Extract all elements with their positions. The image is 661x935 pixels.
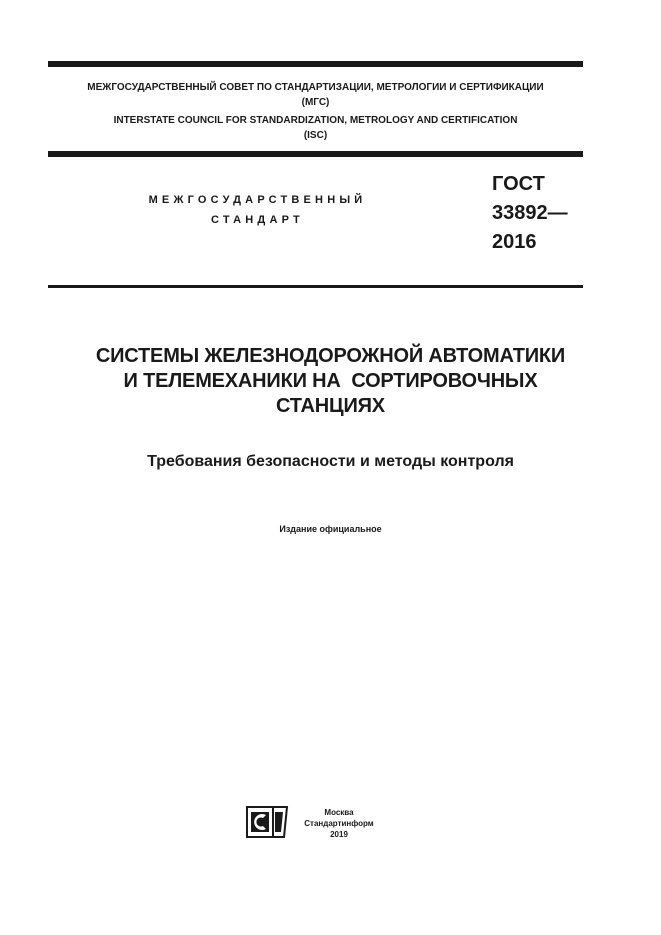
bottom-rule [48, 285, 583, 288]
council-name-en-line: INTERSTATE COUNCIL FOR STANDARDIZATION, METROLOGY AND CERTIFICATION [113, 115, 518, 126]
publisher-info [300, 807, 378, 840]
standard-kind-line2: СТАНДАРТ [211, 214, 304, 226]
standard-kind-line1: МЕЖГОСУДАРСТВЕННЫЙ [148, 194, 367, 206]
document-title-line2: И ТЕЛЕМЕХАНИКИ НА СОРТИРОВОЧНЫХ [123, 370, 538, 392]
council-name-en [48, 113, 583, 143]
gost-number: 33892— [492, 202, 568, 224]
top-rule [48, 61, 583, 67]
edition-label: Издание официальное [279, 524, 382, 534]
publisher-logo-icon [246, 806, 290, 838]
gost-prefix: ГОСТ [492, 173, 545, 195]
standard-kind [120, 190, 395, 230]
document-title-line3: СТАНЦИЯХ [276, 395, 385, 417]
gost-designation [492, 170, 568, 257]
middle-rule [48, 151, 583, 157]
publisher-city: Москва [324, 808, 354, 817]
publisher-year: 2019 [330, 830, 348, 839]
council-abbr-en: (ISC) [303, 130, 328, 141]
gost-year: 2016 [492, 231, 537, 253]
council-name-ru [48, 80, 583, 110]
publisher-name: Стандартинформ [304, 819, 374, 828]
document-title [40, 344, 621, 419]
council-name-ru-line: МЕЖГОСУДАРСТВЕННЫЙ СОВЕТ ПО СТАНДАРТИЗАЦИИ, МЕТРОЛОГИИ И СЕРТИФИКАЦИИ [87, 82, 544, 93]
document-title-line1: СИСТЕМЫ ЖЕЛЕЗНОДОРОЖНОЙ АВТОМАТИКИ [95, 345, 566, 367]
document-subtitle: Требования безопасности и методы контроля [147, 453, 514, 470]
council-abbr-ru: (МГС) [301, 97, 330, 108]
